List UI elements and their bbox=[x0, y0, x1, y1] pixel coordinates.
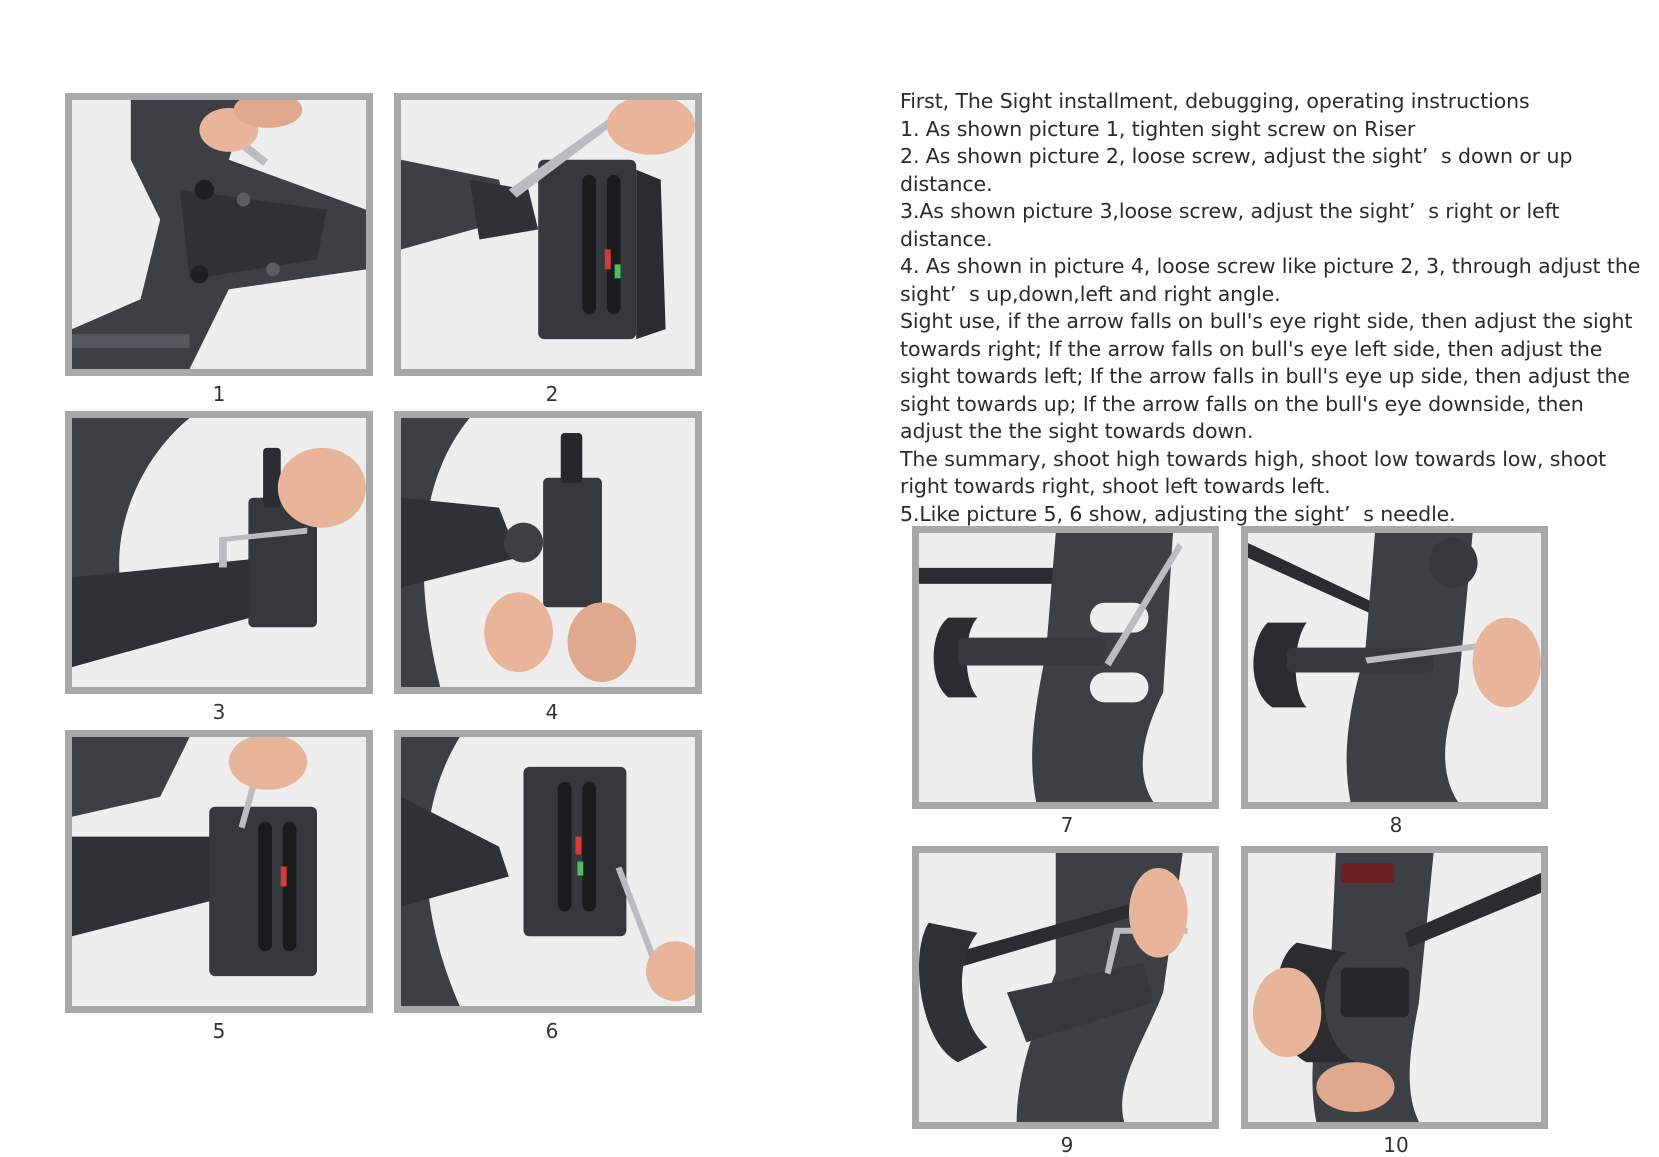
photo-2 bbox=[394, 93, 702, 376]
photo-6 bbox=[394, 730, 702, 1013]
instruction-summary: The summary, shoot high towards high, shoot low towards low, shoot right towards right, shoot left towards left. bbox=[900, 446, 1613, 498]
photo-3-image bbox=[72, 418, 366, 687]
photo-7-caption: 7 bbox=[1060, 813, 1074, 837]
photo-9-caption: 9 bbox=[1060, 1133, 1074, 1157]
photo-2-caption: 2 bbox=[545, 382, 559, 406]
instruction-line-2: 2. As shown picture 2, loose screw, adjust the sight’ s down or up distance. bbox=[900, 144, 1579, 196]
photo-6-image bbox=[401, 737, 695, 1006]
photo-5-caption: 5 bbox=[212, 1019, 226, 1043]
photo-4-caption: 4 bbox=[545, 700, 559, 724]
instructions-text bbox=[900, 88, 1652, 528]
instruction-sight-use: Sight use, if the arrow falls on bull's eye right side, then adjust the sight towards right; If the arrow falls on bull's eye left side, then adjust the sight towards left; If the arrow falls in bull's eye up side, then adjust the sight towards up; If the arrow falls on the bull's eye downside, then adjust the the sight towards down. bbox=[900, 309, 1639, 443]
photo-10-image bbox=[1248, 853, 1541, 1122]
photo-8 bbox=[1241, 526, 1548, 809]
photo-5-image bbox=[72, 737, 366, 1006]
photo-6-caption: 6 bbox=[545, 1019, 559, 1043]
photo-1-image bbox=[72, 100, 366, 369]
photo-9 bbox=[912, 846, 1219, 1129]
instruction-line-5: 5.Like picture 5, 6 show, adjusting the sight’ s needle. bbox=[900, 501, 1456, 526]
instruction-line-4: 4. As shown in picture 4, loose screw like picture 2, 3, through adjust the sight’ s up,down,left and right angle. bbox=[900, 254, 1647, 306]
photo-1-caption: 1 bbox=[212, 382, 226, 406]
photo-1 bbox=[65, 93, 373, 376]
photo-4-image bbox=[401, 418, 695, 687]
photo-10 bbox=[1241, 846, 1548, 1129]
photo-9-image bbox=[919, 853, 1212, 1122]
photo-8-caption: 8 bbox=[1389, 813, 1403, 837]
photo-5 bbox=[65, 730, 373, 1013]
instruction-line-3: 3.As shown picture 3,loose screw, adjust the sight’ s right or left distance. bbox=[900, 199, 1566, 251]
photo-3 bbox=[65, 411, 373, 694]
instructions-title: First, The Sight installment, debugging, operating instructions bbox=[900, 89, 1530, 113]
photo-4 bbox=[394, 411, 702, 694]
photo-8-image bbox=[1248, 533, 1541, 802]
photo-7 bbox=[912, 526, 1219, 809]
photo-3-caption: 3 bbox=[212, 700, 226, 724]
instruction-line-1: 1. As shown picture 1, tighten sight screw on Riser bbox=[900, 116, 1416, 141]
photo-7-image bbox=[919, 533, 1212, 802]
photo-2-image bbox=[401, 100, 695, 369]
photo-10-caption: 10 bbox=[1383, 1133, 1409, 1157]
